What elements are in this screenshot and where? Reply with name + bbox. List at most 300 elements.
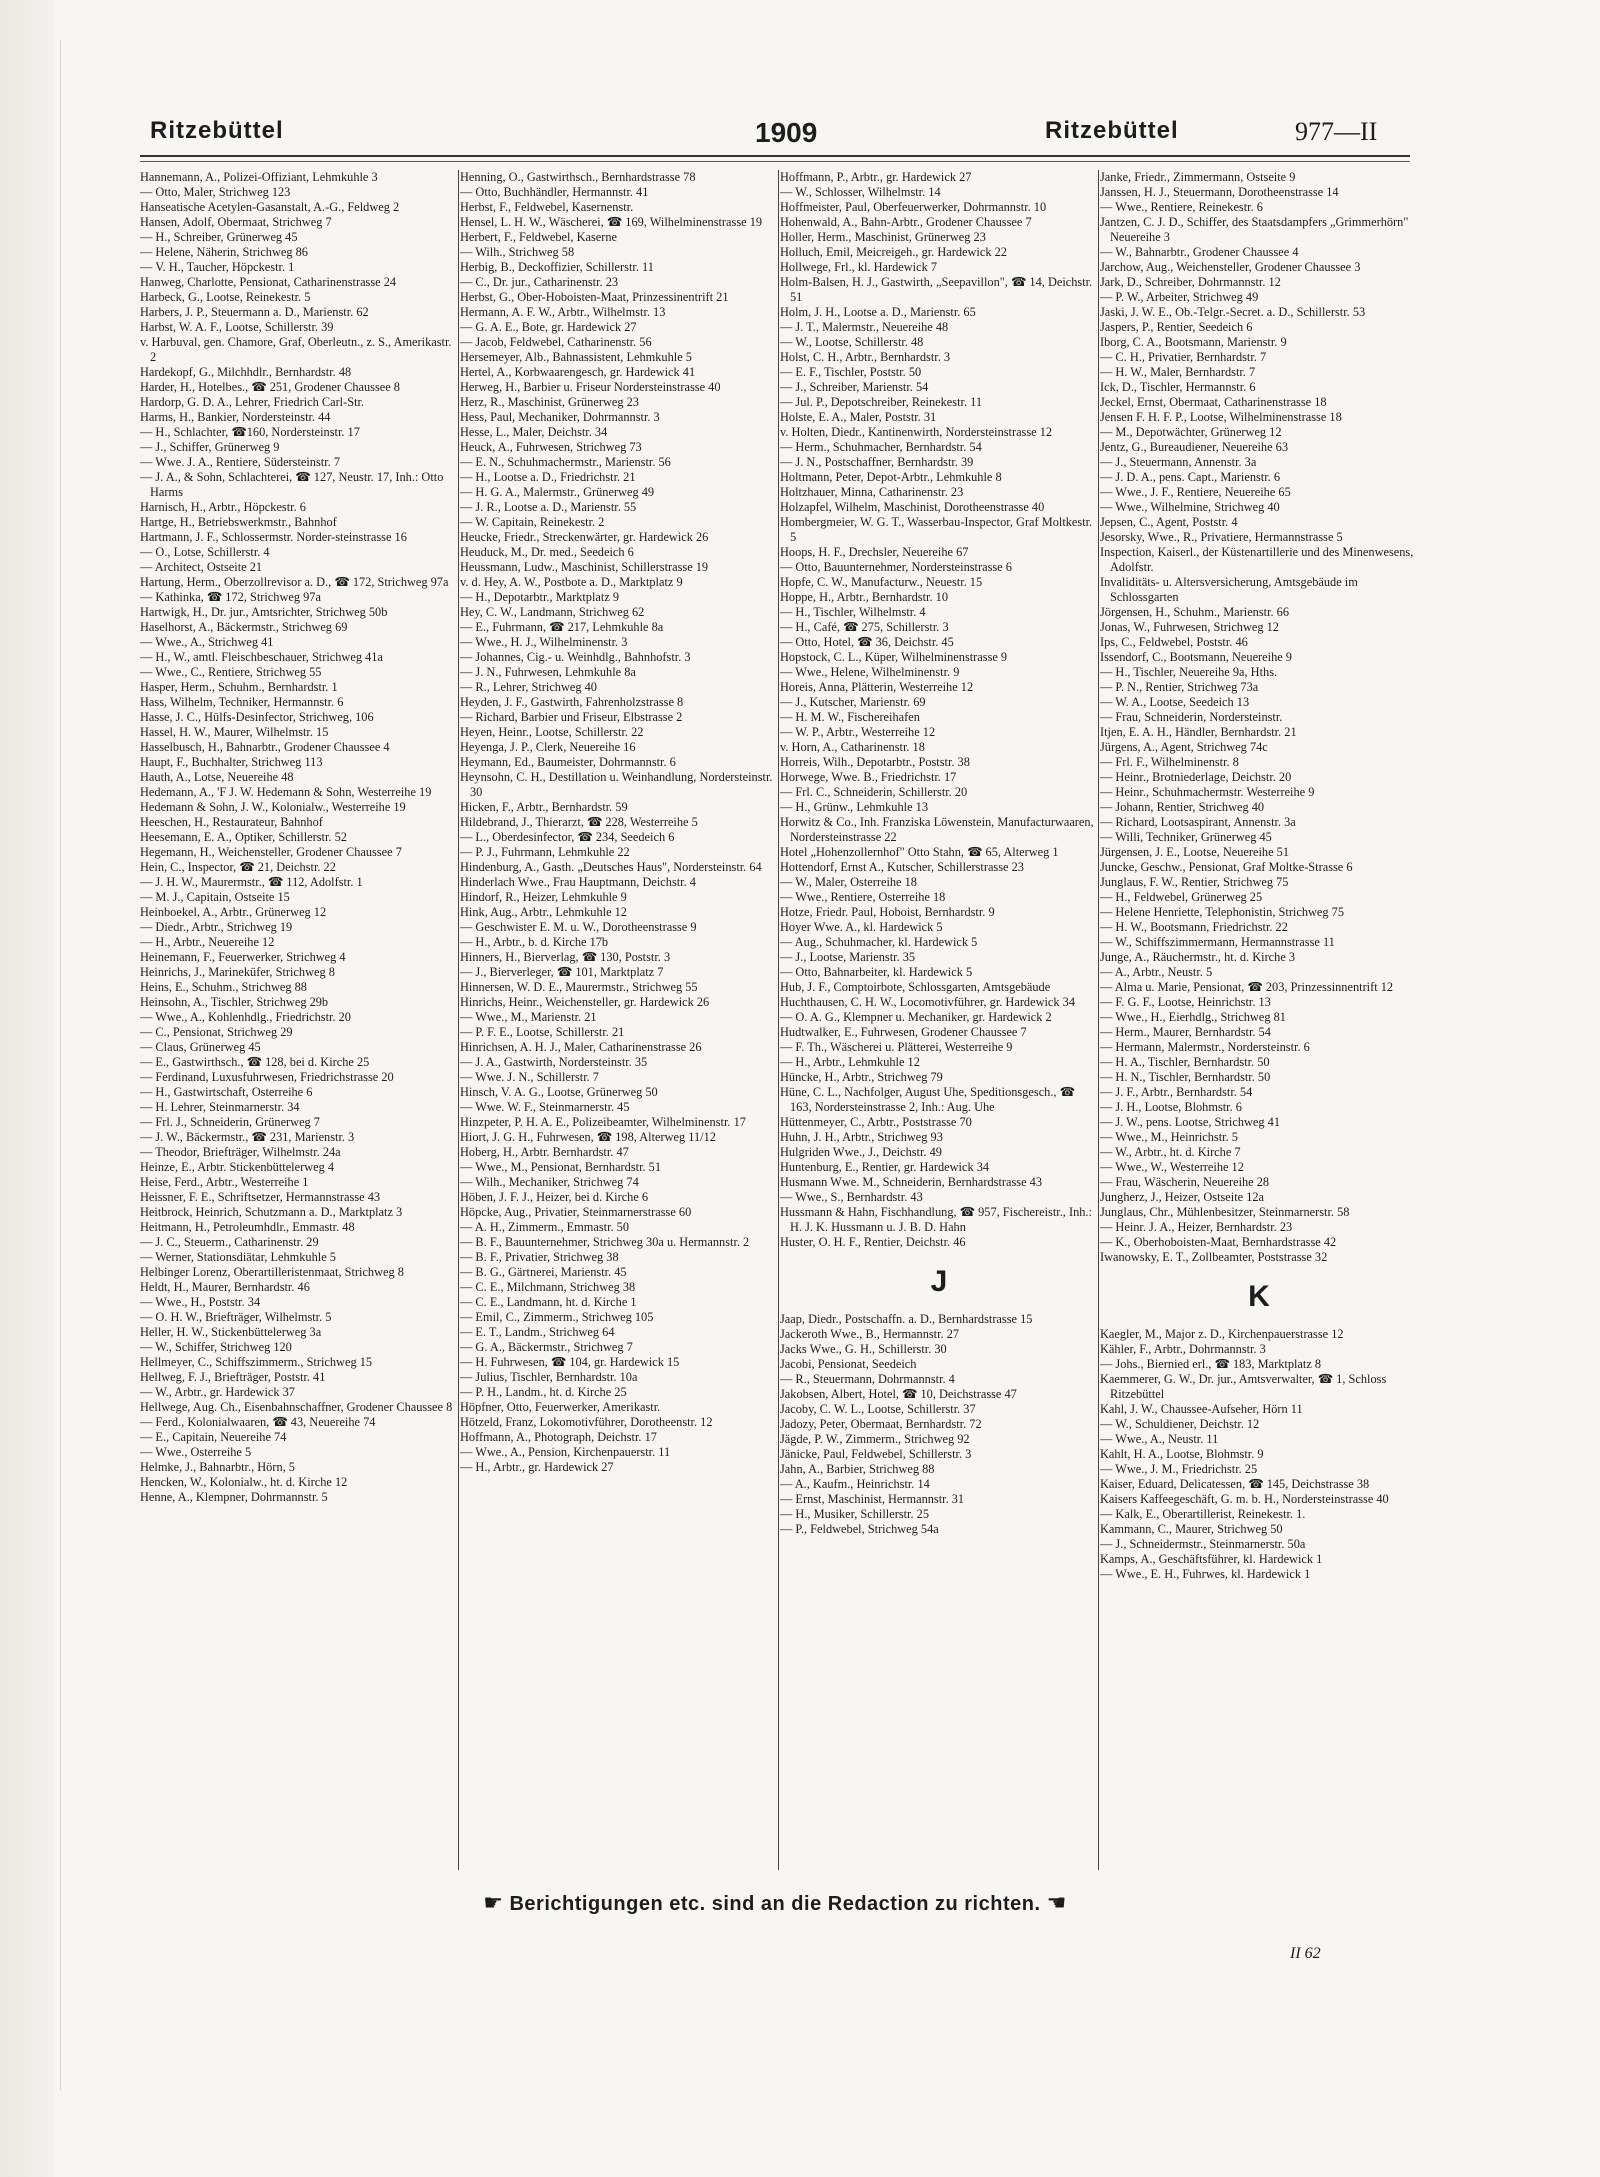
directory-entry: Hussmann & Hahn, Fischhandlung, ☎ 957, Fischereistr., Inh.: H. J. K. Hussmann u. J. B. D. Hahn: [780, 1205, 1092, 1234]
directory-entry: Hannemann, A., Polizei-Offiziant, Lehmkuhle 3: [140, 170, 378, 184]
directory-entry: Hersemeyer, Alb., Bahnassistent, Lehmkuhle 5: [460, 350, 692, 364]
directory-entry: Hardorp, G. D. A., Lehrer, Friedrich Carl-Str.: [140, 395, 365, 409]
directory-entry: — Otto, Hotel, ☎ 36, Deichstr. 45: [780, 635, 954, 649]
directory-entry: Juncke, Geschw., Pensionat, Graf Moltke-Strasse 6: [1100, 860, 1353, 874]
directory-entry: Hein, C., Inspector, ☎ 21, Deichstr. 22: [140, 860, 336, 874]
footer-notice-text: Berichtigungen etc. sind an die Redaction zu richten.: [509, 1893, 1041, 1915]
directory-entry: — J. C., Steuerm., Catharinenstr. 29: [140, 1235, 319, 1249]
directory-entry: Hoops, H. F., Drechsler, Neuereihe 67: [780, 545, 969, 559]
directory-entry: v. Holten, Diedr., Kantinenwirth, Nordersteinstrasse 12: [780, 425, 1053, 439]
directory-entry: — Kathinka, ☎ 172, Strichweg 97a: [140, 590, 321, 604]
directory-entry: Janssen, H. J., Steuermann, Dorotheenstrasse 14: [1100, 185, 1339, 199]
directory-entry: Herbst, G., Ober-Hoboisten-Maat, Prinzessinentrift 21: [460, 290, 729, 304]
directory-entry: — J., Bierverleger, ☎ 101, Marktplatz 7: [460, 965, 664, 979]
directory-entry: Jonas, W., Fuhrwesen, Strichweg 12: [1100, 620, 1279, 634]
directory-entry: — O. A. G., Klempner u. Mechaniker, gr. Hardewick 2: [780, 1010, 1052, 1024]
directory-entry: — Otto, Maler, Strichweg 123: [140, 185, 291, 199]
directory-entry: Hüne, C. L., Nachfolger, August Uhe, Speditionsgesch., ☎ 163, Nordersteinstrasse 2, Inh.: Aug. Uhe: [780, 1085, 1075, 1114]
directory-entry: — Helene Henriette, Telephonistin, Strichweg 75: [1100, 905, 1345, 919]
directory-entry: Kähler, F., Arbtr., Dohrmannstr. 3: [1100, 1342, 1266, 1356]
directory-entry: Heussmann, Ludw., Maschinist, Schillerstrasse 19: [460, 560, 709, 574]
directory-entry: Jacoby, C. W. L., Lootse, Schillerstr. 37: [780, 1402, 976, 1416]
directory-entry: Holst, C. H., Arbtr., Bernhardstr. 3: [780, 350, 951, 364]
directory-entry: — J., Schreiber, Marienstr. 54: [780, 380, 929, 394]
directory-entry: — W. P., Arbtr., Westerreihe 12: [780, 725, 936, 739]
directory-entry: — Jul. P., Depotschreiber, Reinekestr. 11: [780, 395, 983, 409]
directory-entry: Herbert, F., Feldwebel, Kaserne: [460, 230, 618, 244]
directory-entry: Heissner, F. E., Schriftsetzer, Hermannstrasse 43: [140, 1190, 381, 1204]
directory-entry: Hottendorf, Ernst A., Kutscher, Schillerstrasse 23: [780, 860, 1024, 874]
directory-entry: Holler, Herm., Maschinist, Grünerweg 23: [780, 230, 986, 244]
directory-entry: — Emil, C., Zimmerm., Strichweg 105: [460, 1310, 654, 1324]
directory-entry: — H., Schreiber, Grünerweg 45: [140, 230, 298, 244]
directory-entry: Jesorsky, Wwe., R., Privatiere, Hermannstrasse 5: [1100, 530, 1343, 544]
directory-entry: — P. W., Arbeiter, Strichweg 49: [1100, 290, 1259, 304]
footer-notice: [140, 1890, 1410, 1930]
directory-entry: Hoberg, H., Arbtr. Bernhardstr. 47: [460, 1145, 629, 1159]
directory-entry: — Wwe., A., Pension, Kirchenpauerstr. 11: [460, 1445, 671, 1459]
directory-entry: — W., Schuldiener, Deichstr. 12: [1100, 1417, 1260, 1431]
directory-entry: Horwitz & Co., Inh. Franziska Löwenstein, Manufacturwaaren, Nordersteinstrasse 22: [780, 815, 1094, 844]
directory-entry: Kaiser, Eduard, Delicatessen, ☎ 145, Deichstrasse 38: [1100, 1477, 1370, 1491]
directory-entry: — H., Arbtr., Lehmkuhle 12: [780, 1055, 920, 1069]
directory-entry: — Herm., Maurer, Bernhardstr. 54: [1100, 1025, 1271, 1039]
directory-entry: — Wwe. J. N., Schillerstr. 7: [460, 1070, 599, 1084]
directory-entry: Husmann Wwe. M., Schneiderin, Bernhardstrasse 43: [780, 1175, 1043, 1189]
directory-entry: — Frau, Schneiderin, Nordersteinstr.: [1100, 710, 1283, 724]
directory-entry: — Jacob, Feldwebel, Catharinenstr. 56: [460, 335, 652, 349]
directory-entry: Herbig, B., Deckoffizier, Schillerstr. 11: [460, 260, 654, 274]
header-rule: [140, 155, 1410, 157]
directory-entry: Höpfner, Otto, Feuerwerker, Amerikastr.: [460, 1400, 661, 1414]
directory-entry: Jark, D., Schreiber, Dohrmannstr. 12: [1100, 275, 1281, 289]
directory-entry: Hartmann, J. F., Schlossermstr. Norder-steinstrasse 16: [140, 530, 407, 544]
directory-entry: Kaisers Kaffeegeschäft, G. m. b. H., Nordersteinstrasse 40: [1100, 1492, 1389, 1506]
directory-entry: Janke, Friedr., Zimmermann, Ostseite 9: [1100, 170, 1296, 184]
directory-entry: Hassel, H. W., Maurer, Wilhelmstr. 15: [140, 725, 329, 739]
directory-entry: Heise, Ferd., Arbtr., Westerreihe 1: [140, 1175, 309, 1189]
directory-entry: — K., Oberhoboisten-Maat, Bernhardstrasse 42: [1100, 1235, 1337, 1249]
directory-entry: Horwege, Wwe. B., Friedrichstr. 17: [780, 770, 957, 784]
directory-entry: Jungherz, J., Heizer, Ostseite 12a: [1100, 1190, 1265, 1204]
directory-entry: Hertel, A., Korbwaarengesch, gr. Hardewick 41: [460, 365, 696, 379]
directory-entry: Harbst, W. A. F., Lootse, Schillerstr. 39: [140, 320, 334, 334]
directory-entry: — H., Depotarbtr., Marktplatz 9: [460, 590, 620, 604]
directory-entry: — Otto, Bahnarbeiter, kl. Hardewick 5: [780, 965, 973, 979]
directory-entry: v. Horn, A., Catharinenstr. 18: [780, 740, 925, 754]
directory-entry: — W., Schiffszimmermann, Hermannstrasse 11: [1100, 935, 1335, 949]
directory-entry: Hub, J. F., Comptoirbote, Schlossgarten, Amtsgebäude: [780, 980, 1051, 994]
directory-entry: — Frl. J., Schneiderin, Grünerweg 7: [140, 1115, 320, 1129]
directory-entry: Heitmann, H., Petroleumhdlr., Emmastr. 48: [140, 1220, 355, 1234]
directory-entry: Harbers, J. P., Steuermann a. D., Marienstr. 62: [140, 305, 369, 319]
directory-entry: v. Harbuval, gen. Chamore, Graf, Oberleutn., z. S., Amerikastr. 2: [140, 335, 452, 364]
directory-entry: Hedemann & Sohn, J. W., Kolonialw., Westerreihe 19: [140, 800, 406, 814]
directory-entry: — H., Schlachter, ☎160, Nordersteinstr. 17: [140, 425, 360, 439]
directory-entry: — Wwe., A., Strichweg 41: [140, 635, 274, 649]
directory-entry: — J. F., Arbtr., Bernhardstr. 54: [1100, 1085, 1253, 1099]
directory-entry: Junge, A., Räuchermstr., ht. d. Kirche 3: [1100, 950, 1296, 964]
directory-entry: — J. H., Lootse, Blohmstr. 6: [1100, 1100, 1242, 1114]
directory-entry: — M. J., Capitain, Ostseite 15: [140, 890, 290, 904]
directory-entry: — H., Musiker, Schillerstr. 25: [780, 1507, 929, 1521]
directory-entry: — C. E., Milchmann, Strichweg 38: [460, 1280, 636, 1294]
directory-entry: Heinze, E., Arbtr. Stickenbüttelerweg 4: [140, 1160, 335, 1174]
directory-entry: Hötzeld, Franz, Lokomotivführer, Dorotheenstr. 12: [460, 1415, 713, 1429]
directory-entry: — H. Lehrer, Steinmarnerstr. 34: [140, 1100, 300, 1114]
directory-entry: — Kalk, E., Oberartillerist, Reinekestr. 1.: [1100, 1507, 1306, 1521]
directory-entry: — J. A., Gastwirth, Nordersteinstr. 35: [460, 1055, 648, 1069]
directory-entry: — Claus, Grünerweg 45: [140, 1040, 261, 1054]
directory-entry: — Wwe., J. M., Friedrichstr. 25: [1100, 1462, 1258, 1476]
directory-entry: Iborg, C. A., Bootsmann, Marienstr. 9: [1100, 335, 1287, 349]
directory-entry: — H., Tischler, Wilhelmstr. 4: [780, 605, 926, 619]
directory-entry: Hasper, Herm., Schuhm., Bernhardstr. 1: [140, 680, 338, 694]
directory-entry: — W. Capitain, Reinekestr. 2: [460, 515, 605, 529]
directory-entry: Henning, O., Gastwirthsch., Bernhardstrasse 78: [460, 170, 696, 184]
directory-entry: Hardekopf, G., Milchhdlr., Bernhardstr. 48: [140, 365, 352, 379]
directory-entry: Kaegler, M., Major z. D., Kirchenpauerstrasse 12: [1100, 1327, 1344, 1341]
directory-entry: Hüttenmeyer, C., Arbtr., Poststrasse 70: [780, 1115, 972, 1129]
signature-mark: II 62: [1290, 1945, 1321, 1962]
directory-entry: — Geschwister E. M. u. W., Dorotheenstrasse 9: [460, 920, 697, 934]
directory-entry: — J. R., Lootse a. D., Marienstr. 55: [460, 500, 637, 514]
directory-entry: — H., Tischler, Neuereihe 9a, Hths.: [1100, 665, 1278, 679]
directory-entry: Heyen, Heinr., Lootse, Schillerstr. 22: [460, 725, 644, 739]
directory-entry: — O. H. W., Briefträger, Wilhelmstr. 5: [140, 1310, 332, 1324]
directory-entry: Horeis, Anna, Plätterin, Westerreihe 12: [780, 680, 974, 694]
directory-entry: — Alma u. Marie, Pensionat, ☎ 203, Prinzessinnentrift 12: [1100, 980, 1394, 994]
directory-entry: Helbinger Lorenz, Oberartilleristenmaat, Strichweg 8: [140, 1265, 404, 1279]
directory-entry: Huchthausen, C. H. W., Locomotivführer, gr. Hardewick 34: [780, 995, 1076, 1009]
directory-entry: — H., Gastwirtschaft, Osterreihe 6: [140, 1085, 313, 1099]
directory-entry: Heuck, A., Fuhrwesen, Strichweg 73: [460, 440, 642, 454]
directory-entry: — Richard, Barbier und Friseur, Elbstrasse 2: [460, 710, 683, 724]
directory-entry: Hicken, F., Arbtr., Bernhardstr. 59: [460, 800, 628, 814]
column-divider: [1098, 170, 1099, 1870]
directory-entry: Hencken, W., Kolonialw., ht. d. Kirche 12: [140, 1475, 348, 1489]
directory-entry: Holste, E. A., Maler, Poststr. 31: [780, 410, 937, 424]
directory-entry: — Wwe., H., Eierhdlg., Strichweg 81: [1100, 1010, 1286, 1024]
directory-entry: — P., Feldwebel, Strichweg 54a: [780, 1522, 939, 1536]
directory-entry: — Julius, Tischler, Bernhardstr. 10a: [460, 1370, 638, 1384]
directory-entry: — H., Arbtr., b. d. Kirche 17b: [460, 935, 609, 949]
directory-entry: — Herm., Schuhmacher, Bernhardstr. 54: [780, 440, 982, 454]
directory-entry: v. d. Hey, A. W., Postbote a. D., Marktplatz 9: [460, 575, 683, 589]
directory-entry: Hartung, Herm., Oberzollrevisor a. D., ☎ 172, Strichweg 97a: [140, 575, 449, 589]
directory-entry: — A., Kaufm., Heinrichstr. 14: [780, 1477, 930, 1491]
directory-entry: — A. H., Zimmerm., Emmastr. 50: [460, 1220, 630, 1234]
directory-entry: Hoffmann, P., Arbtr., gr. Hardewick 27: [780, 170, 972, 184]
directory-entry: Kahlt, H. A., Lootse, Blohmstr. 9: [1100, 1447, 1264, 1461]
directory-entry: Kaemmerer, G. W., Dr. jur., Amtsverwalter, ☎ 1, Schloss Ritzebüttel: [1100, 1372, 1387, 1401]
directory-entry: — E., Gastwirthsch., ☎ 128, bei d. Kirche 25: [140, 1055, 370, 1069]
directory-entry: Haselhorst, A., Bäckermstr., Strichweg 69: [140, 620, 348, 634]
directory-entry: Jaski, J. W. E., Ob.-Telgr.-Secret. a. D., Schillerstr. 53: [1100, 305, 1366, 319]
directory-entry: — H., Arbtr., Neuereihe 12: [140, 935, 275, 949]
directory-entry: — H., Café, ☎ 275, Schillerstr. 3: [780, 620, 949, 634]
directory-entry: Issendorf, C., Bootsmann, Neuereihe 9: [1100, 650, 1292, 664]
directory-entry: Jörgensen, H., Schuhm., Marienstr. 66: [1100, 605, 1290, 619]
directory-entry: Heeschen, H., Restaurateur, Bahnhof: [140, 815, 323, 829]
directory-entry: Helmke, J., Bahnarbtr., Hörn, 5: [140, 1460, 295, 1474]
directory-entry: — Heinr., Schuhmachermstr. Westerreihe 9: [1100, 785, 1315, 799]
directory-entry: — Architect, Ostseite 21: [140, 560, 263, 574]
directory-entry: — Wwe., M., Pensionat, Bernhardstr. 51: [460, 1160, 662, 1174]
column-divider: [778, 170, 779, 1870]
directory-entry: — H. N., Tischler, Bernhardstr. 50: [1100, 1070, 1271, 1084]
directory-column-4: [1100, 170, 1418, 1870]
directory-entry: Hansen, Adolf, Obermaat, Strichweg 7: [140, 215, 332, 229]
directory-entry: Heynsohn, C. H., Destillation u. Weinhandlung, Nordersteinstr. 30: [460, 770, 773, 799]
directory-entry: — J. A., & Sohn, Schlachterei, ☎ 127, Neustr. 17, Inh.: Otto Harms: [140, 470, 444, 499]
directory-entry: — E., Fuhrmann, ☎ 217, Lehmkuhle 8a: [460, 620, 664, 634]
directory-entry: Huntenburg, E., Rentier, gr. Hardewick 34: [780, 1160, 990, 1174]
directory-entry: Hildebrand, J., Thierarzt, ☎ 228, Westerreihe 5: [460, 815, 698, 829]
directory-column-3: [780, 170, 1098, 1870]
directory-entry: — R., Steuermann, Dohrmannstr. 4: [780, 1372, 955, 1386]
directory-entry: — P. F. E., Lootse, Schillerstr. 21: [460, 1025, 625, 1039]
directory-entry: — Frau, Wäscherin, Neuereihe 28: [1100, 1175, 1270, 1189]
directory-entry: — Wwe., E. H., Fuhrwes, kl. Hardewick 1: [1100, 1567, 1311, 1581]
directory-entry: — J. W., Bäckermstr., ☎ 231, Marienstr. 3: [140, 1130, 355, 1144]
directory-entry: — J. W., pens. Lootse, Strichweg 41: [1100, 1115, 1281, 1129]
directory-entry: — Wwe., A., Kohlenhdlg., Friedrichstr. 20: [140, 1010, 351, 1024]
directory-entry: Jentz, G., Bureaudiener, Neuereihe 63: [1100, 440, 1289, 454]
directory-entry: — C., Pensionat, Strichweg 29: [140, 1025, 293, 1039]
directory-column-2: [460, 170, 778, 1870]
directory-entry: Jänicke, Paul, Feldwebel, Schillerstr. 3: [780, 1447, 972, 1461]
directory-entry: — Wwe., M., Marienstr. 21: [460, 1010, 597, 1024]
directory-entry: — Wwe., C., Rentiere, Strichweg 55: [140, 665, 322, 679]
directory-entry: — W., Lootse, Schillerstr. 48: [780, 335, 924, 349]
directory-entry: — H., Lootse a. D., Friedrichstr. 21: [460, 470, 636, 484]
directory-entry: — Theodor, Briefträger, Wilhelmstr. 24a: [140, 1145, 341, 1159]
directory-entry: Heesemann, E. A., Optiker, Schillerstr. 52: [140, 830, 347, 844]
directory-entry: Invaliditäts- u. Altersversicherung, Amtsgebäude im Schlossgarten: [1100, 575, 1358, 604]
directory-entry: — B. F., Bauunternehmer, Strichweg 30a u. Hermannstr. 2: [460, 1235, 750, 1249]
directory-entry: — G. A. E., Bote, gr. Hardewick 27: [460, 320, 637, 334]
directory-entry: — W. A., Lootse, Seedeich 13: [1100, 695, 1250, 709]
directory-entry: — B. G., Gärtnerei, Marienstr. 45: [460, 1265, 627, 1279]
directory-entry: — J., Schneidermstr., Steinmarnerstr. 50a: [1100, 1537, 1306, 1551]
directory-entry: Hanweg, Charlotte, Pensionat, Catharinenstrasse 24: [140, 275, 397, 289]
directory-entry: Jensen F. H. F. P., Lootse, Wilhelminenstrasse 18: [1100, 410, 1342, 424]
directory-entry: Hinners, H., Bierverlag, ☎ 130, Poststr. 3: [460, 950, 671, 964]
directory-entry: Ips, C., Feldwebel, Poststr. 46: [1100, 635, 1248, 649]
directory-entry: — Frl. C., Schneiderin, Schillerstr. 20: [780, 785, 968, 799]
directory-entry: Heinrichs, J., Marineküfer, Strichweg 8: [140, 965, 335, 979]
directory-entry: Huster, O. H. F., Rentier, Deichstr. 46: [780, 1235, 966, 1249]
directory-entry: Hermann, A. F. W., Arbtr., Wilhelmstr. 13: [460, 305, 666, 319]
directory-entry: — H. W., Maler, Bernhardstr. 7: [1100, 365, 1256, 379]
directory-entry: — Wwe., Rentiere, Reinekestr. 6: [1100, 200, 1263, 214]
directory-entry: — C. E., Landmann, ht. d. Kirche 1: [460, 1295, 637, 1309]
directory-entry: Hasse, J. C., Hülfs-Desinfector, Strichweg, 106: [140, 710, 374, 724]
directory-entry: Hess, Paul, Mechaniker, Dohrmannstr. 3: [460, 410, 660, 424]
directory-entry: — Ferd., Kolonialwaaren, ☎ 43, Neuereihe 74: [140, 1415, 376, 1429]
directory-entry: Hindorf, R., Heizer, Lehmkuhle 9: [460, 890, 627, 904]
directory-entry: — G. A., Bäckermstr., Strichweg 7: [460, 1340, 633, 1354]
directory-entry: Hinnersen, W. D. E., Maurermstr., Strichweg 55: [460, 980, 698, 994]
directory-page: [140, 105, 1414, 2005]
directory-entry: — C., Dr. jur., Catharinenstr. 23: [460, 275, 619, 289]
directory-entry: Hotze, Friedr. Paul, Hoboist, Bernhardstr. 9: [780, 905, 995, 919]
directory-entry: Hopfe, C. W., Manufacturw., Neuestr. 15: [780, 575, 983, 589]
directory-entry: — Wwe., W., Westerreihe 12: [1100, 1160, 1244, 1174]
directory-entry: Herweg, H., Barbier u. Friseur Nordersteinstrasse 40: [460, 380, 721, 394]
directory-entry: — Diedr., Arbtr., Strichweg 19: [140, 920, 293, 934]
directory-entry: — J. T., Malermstr., Neuereihe 48: [780, 320, 949, 334]
directory-entry: Jakobsen, Albert, Hotel, ☎ 10, Deichstrasse 47: [780, 1387, 1017, 1401]
directory-entry: — Helene, Näherin, Strichweg 86: [140, 245, 308, 259]
directory-entry: — P. J., Fuhrmann, Lehmkuhle 22: [460, 845, 630, 859]
header-rule-thin: [140, 161, 1410, 162]
directory-entry: Hegemann, H., Weichensteller, Grodener Chaussee 7: [140, 845, 402, 859]
directory-entry: — R., Lehrer, Strichweg 40: [460, 680, 597, 694]
directory-entry: Hüncke, H., Arbtr., Strichweg 79: [780, 1070, 943, 1084]
directory-entry: — W., Arbtr., gr. Hardewick 37: [140, 1385, 295, 1399]
directory-entry: Herz, R., Maschinist, Grünerweg 23: [460, 395, 639, 409]
directory-entry: Jaspers, P., Rentier, Seedeich 6: [1100, 320, 1253, 334]
directory-entry: Kamps, A., Geschäftsführer, kl. Hardewick 1: [1100, 1552, 1323, 1566]
directory-entry: — B. F., Privatier, Strichweg 38: [460, 1250, 619, 1264]
directory-entry: Henne, A., Klempner, Dohrmannstr. 5: [140, 1490, 328, 1504]
directory-entry: Holtmann, Peter, Depot-Arbtr., Lehmkuhle 8: [780, 470, 1002, 484]
directory-entry: Hoffmann, A., Photograph, Deichstr. 17: [460, 1430, 657, 1444]
directory-entry: — Otto, Buchhändler, Hermannstr. 41: [460, 185, 649, 199]
directory-entry: Hedemann, A., 'F J. W. Hedemann & Sohn, Westerreihe 19: [140, 785, 432, 799]
directory-entry: Heuduck, M., Dr. med., Seedeich 6: [460, 545, 634, 559]
directory-entry: Hink, Aug., Arbtr., Lehmkuhle 12: [460, 905, 627, 919]
letter-section-heading: J: [930, 1265, 948, 1298]
header-left-title: Ritzebüttel: [150, 117, 284, 144]
directory-columns: [140, 170, 1414, 1870]
directory-entry: Heyenga, J. P., Clerk, Neuereihe 16: [460, 740, 636, 754]
directory-entry: Holluch, Emil, Meicreigeh., gr. Hardewick 22: [780, 245, 1007, 259]
directory-entry: — F. G. F., Lootse, Heinrichstr. 13: [1100, 995, 1271, 1009]
directory-entry: Ick, D., Tischler, Hermannstr. 6: [1100, 380, 1256, 394]
directory-entry: Hinrichsen, A. H. J., Maler, Catharinenstrasse 26: [460, 1040, 702, 1054]
column-divider: [458, 170, 459, 1870]
directory-entry: Haupt, F., Buchhalter, Strichweg 113: [140, 755, 323, 769]
directory-entry: Hoyer Wwe. A., kl. Hardewick 5: [780, 920, 943, 934]
header-right-title: Ritzebüttel: [1045, 117, 1179, 144]
directory-entry: Hohenwald, A., Bahn-Arbtr., Grodener Chaussee 7: [780, 215, 1032, 229]
directory-entry: Heucke, Friedr., Streckenwärter, gr. Hardewick 26: [460, 530, 709, 544]
directory-entry: — Wwe., S., Bernhardstr. 43: [780, 1190, 923, 1204]
directory-entry: — Heinr. J. A., Heizer, Bernhardstr. 23: [1100, 1220, 1293, 1234]
directory-entry: — E. T., Landm., Strichweg 64: [460, 1325, 615, 1339]
directory-entry: Jepsen, C., Agent, Poststr. 4: [1100, 515, 1238, 529]
directory-entry: — J., Schiffer, Grünerweg 9: [140, 440, 280, 454]
directory-entry: — H., Grünw., Lehmkuhle 13: [780, 800, 928, 814]
directory-entry: — J., Lootse, Marienstr. 35: [780, 950, 916, 964]
directory-entry: — Wilh., Mechaniker, Strichweg 74: [460, 1175, 639, 1189]
directory-entry: — Willi, Techniker, Grünerweg 45: [1100, 830, 1272, 844]
directory-entry: Jürgensen, J. E., Lootse, Neuereihe 51: [1100, 845, 1289, 859]
directory-entry: Hanseatische Acetylen-Gasanstalt, A.-G., Feldweg 2: [140, 200, 400, 214]
directory-entry: — J. N., Fuhrwesen, Lehmkuhle 8a: [460, 665, 636, 679]
running-header: [140, 117, 1410, 157]
letter-section-heading: K: [1248, 1280, 1270, 1313]
directory-entry: — P. N., Rentier, Strichweg 73a: [1100, 680, 1259, 694]
directory-entry: Hinderlach Wwe., Frau Hauptmann, Deichstr. 4: [460, 875, 696, 889]
directory-entry: — E. N., Schuhmachermstr., Marienstr. 56: [460, 455, 671, 469]
pointing-hand-left-icon: ☛: [483, 1890, 504, 1915]
directory-entry: — W., Schiffer, Strichweg 120: [140, 1340, 292, 1354]
directory-entry: Harnisch, H., Arbtr., Höpckestr. 6: [140, 500, 306, 514]
directory-entry: — Werner, Stationsdiätar, Lehmkuhle 5: [140, 1250, 336, 1264]
directory-entry: — V. H., Taucher, Höpckestr. 1: [140, 260, 295, 274]
directory-entry: Jacks Wwe., G. H., Schillerstr. 30: [780, 1342, 947, 1356]
directory-entry: — Wwe., Wilhelmine, Strichweg 40: [1100, 500, 1280, 514]
directory-entry: — W., Bahnarbtr., Grodener Chaussee 4: [1100, 245, 1299, 259]
directory-entry: Heymann, Ed., Baumeister, Dohrmannstr. 6: [460, 755, 676, 769]
directory-entry: Hulgriden Wwe., J., Deichstr. 49: [780, 1145, 942, 1159]
directory-entry: Hiort, J. G. H., Fuhrwesen, ☎ 198, Alterweg 11/12: [460, 1130, 716, 1144]
directory-entry: Hinrichs, Heinr., Weichensteller, gr. Hardewick 26: [460, 995, 710, 1009]
directory-entry: — Ferdinand, Luxusfuhrwesen, Friedrichstrasse 20: [140, 1070, 394, 1084]
scan-crease: [60, 40, 61, 2090]
directory-entry: — F. Th., Wäscherei u. Plätterei, Westerreihe 9: [780, 1040, 1013, 1054]
directory-entry: Harms, H., Bankier, Nordersteinstr. 44: [140, 410, 331, 424]
directory-entry: — Wwe., M., Heinrichstr. 5: [1100, 1130, 1238, 1144]
header-page-number: 977—II: [1295, 117, 1378, 146]
directory-entry: — J., Kutscher, Marienstr. 69: [780, 695, 926, 709]
directory-entry: — W., Maler, Osterreihe 18: [780, 875, 917, 889]
directory-entry: — Johs., Biernied erl., ☎ 183, Marktplatz 8: [1100, 1357, 1322, 1371]
directory-entry: Hartwigk, H., Dr. jur., Amtsrichter, Strichweg 50b: [140, 605, 388, 619]
directory-entry: Hesse, L., Maler, Deichstr. 34: [460, 425, 608, 439]
directory-entry: — Hermann, Malermstr., Nordersteinstr. 6: [1100, 1040, 1310, 1054]
directory-entry: Harder, H., Hotelbes., ☎ 251, Grodener Chaussee 8: [140, 380, 400, 394]
directory-entry: Holm-Balsen, H. J., Gastwirth, „Seepavillon", ☎ 14, Deichstr. 51: [780, 275, 1093, 304]
scan-margin: [0, 0, 55, 2177]
directory-entry: — Wwe. W. F., Steinmarnerstr. 45: [460, 1100, 630, 1114]
directory-entry: Itjen, E. A. H., Händler, Bernhardstr. 21: [1100, 725, 1297, 739]
directory-entry: Jeckel, Ernst, Obermaat, Catharinenstrasse 18: [1100, 395, 1327, 409]
directory-entry: — Frl. F., Wilhelminenstr. 8: [1100, 755, 1239, 769]
directory-entry: Hass, Wilhelm, Techniker, Hermannstr. 6: [140, 695, 344, 709]
directory-entry: — Johannes, Cig.- u. Weinhdlg., Bahnhofstr. 3: [460, 650, 691, 664]
directory-entry: Hauth, A., Lotse, Neuereihe 48: [140, 770, 294, 784]
directory-entry: Jaap, Diedr., Postschaffn. a. D., Bernhardstrasse 15: [780, 1312, 1033, 1326]
directory-entry: Kahl, J. W., Chaussee-Aufseher, Hörn 11: [1100, 1402, 1303, 1416]
directory-entry: Inspection, Kaiserl., der Küstenartillerie und des Minenwesens, Adolfstr.: [1100, 545, 1414, 574]
directory-entry: — Wwe., J. F., Rentiere, Neuereihe 65: [1100, 485, 1291, 499]
directory-entry: Hinsch, V. A. G., Lootse, Grünerweg 50: [460, 1085, 658, 1099]
directory-entry: — Wwe., H. J., Wilhelminenstr. 3: [460, 635, 628, 649]
directory-entry: Hey, C. W., Landmann, Strichweg 62: [460, 605, 645, 619]
directory-entry: Höben, J. F. J., Heizer, bei d. Kirche 6: [460, 1190, 649, 1204]
directory-entry: Kammann, C., Maurer, Strichweg 50: [1100, 1522, 1283, 1536]
directory-entry: — Wwe., Rentiere, Osterreihe 18: [780, 890, 946, 904]
directory-entry: Jahn, A., Barbier, Strichweg 88: [780, 1462, 935, 1476]
directory-entry: — Wwe., A., Neustr. 11: [1100, 1432, 1219, 1446]
directory-entry: Hopstock, C. L., Küper, Wilhelminenstrasse 9: [780, 650, 1008, 664]
directory-entry: Hinzpeter, P. H. A. E., Polizeibeamter, Wilhelminenstr. 17: [460, 1115, 746, 1129]
directory-column-1: [140, 170, 458, 1870]
directory-entry: Hudtwalker, E., Fuhrwesen, Grodener Chaussee 7: [780, 1025, 1027, 1039]
directory-entry: — J., Steuermann, Annenstr. 3a: [1100, 455, 1257, 469]
directory-entry: Heitbrock, Heinrich, Schutzmann a. D., Marktplatz 3: [140, 1205, 403, 1219]
directory-entry: — Wwe., H., Poststr. 34: [140, 1295, 261, 1309]
header-year: 1909: [755, 117, 818, 148]
directory-entry: — J. N., Postschaffner, Bernhardstr. 39: [780, 455, 974, 469]
directory-entry: Jarchow, Aug., Weichensteller, Grodener Chaussee 3: [1100, 260, 1361, 274]
directory-entry: Jantzen, C. J. D., Schiffer, des Staatsdampfers „Grimmerhörn" Neuereihe 3: [1100, 215, 1409, 244]
